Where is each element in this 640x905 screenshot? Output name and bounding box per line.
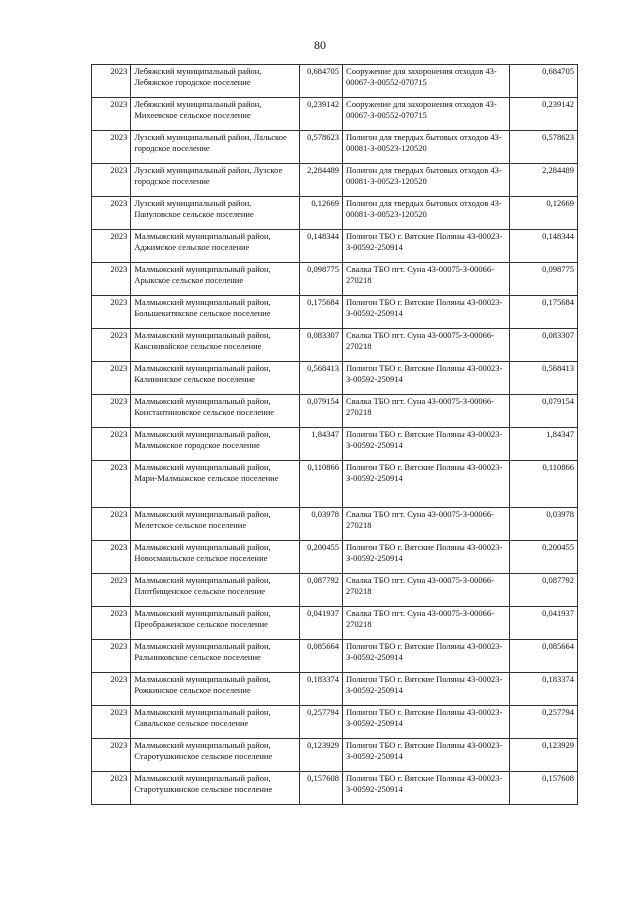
municipality-cell: Малмыжский муниципальный район, Арыкское сельское поселение	[131, 263, 299, 296]
waste-allocation-table	[91, 64, 578, 805]
total-cell: 0,568413	[510, 362, 578, 395]
table-row	[92, 98, 578, 131]
amount-cell: 0,568413	[299, 362, 342, 395]
facility-cell: Полигон ТБО г. Вятские Поляны 43-00023-З-00592-250914	[343, 230, 510, 263]
total-cell: 0,12669	[510, 197, 578, 230]
municipality-cell: Лузский муниципальный район, Лузское городское поселение	[131, 164, 299, 197]
facility-cell: Полигон ТБО г. Вятские Поляны 43-00023-З-00592-250914	[343, 461, 510, 508]
total-cell: 0,257794	[510, 706, 578, 739]
year-cell: 2023	[92, 739, 131, 772]
year-cell: 2023	[92, 640, 131, 673]
year-cell: 2023	[92, 296, 131, 329]
facility-cell: Полигон ТБО г. Вятские Поляны 43-00023-З-00592-250914	[343, 739, 510, 772]
total-cell: 0,087792	[510, 574, 578, 607]
facility-cell: Полигон ТБО г. Вятские Поляны 43-00023-З-00592-250914	[343, 640, 510, 673]
year-cell: 2023	[92, 65, 131, 98]
year-cell: 2023	[92, 362, 131, 395]
amount-cell: 0,157608	[299, 772, 342, 805]
total-cell: 1,84347	[510, 428, 578, 461]
total-cell: 0,175684	[510, 296, 578, 329]
municipality-cell: Лебяжский муниципальный район, Лебяжское городское поселение	[131, 65, 299, 98]
amount-cell: 0,087792	[299, 574, 342, 607]
table-row	[92, 164, 578, 197]
amount-cell: 0,041937	[299, 607, 342, 640]
facility-cell: Полигон ТБО г. Вятские Поляны 43-00023-З-00592-250914	[343, 541, 510, 574]
amount-cell: 0,200455	[299, 541, 342, 574]
table-row	[92, 772, 578, 805]
amount-cell: 0,098775	[299, 263, 342, 296]
municipality-cell: Малмыжский муниципальный район, Каксинвайское сельское поселение	[131, 329, 299, 362]
facility-cell: Полигон ТБО г. Вятские Поляны 43-00023-З-00592-250914	[343, 706, 510, 739]
amount-cell: 0,083307	[299, 329, 342, 362]
year-cell: 2023	[92, 131, 131, 164]
amount-cell: 0,148344	[299, 230, 342, 263]
municipality-cell: Лебяжский муниципальный район, Михеевское сельское поселение	[131, 98, 299, 131]
municipality-cell: Малмыжский муниципальный район, Плотбищенское сельское поселение	[131, 574, 299, 607]
amount-cell: 0,110866	[299, 461, 342, 508]
facility-cell: Полигон ТБО г. Вятские Поляны 43-00023-З-00592-250914	[343, 428, 510, 461]
municipality-cell: Малмыжский муниципальный район, Малмыжское городское поселение	[131, 428, 299, 461]
municipality-cell: Малмыжский муниципальный район, Старотушкинское сельское поселение	[131, 739, 299, 772]
year-cell: 2023	[92, 428, 131, 461]
table-row	[92, 65, 578, 98]
year-cell: 2023	[92, 607, 131, 640]
facility-cell: Полигон для твердых бытовых отходов 43-00081-З-00523-120520	[343, 164, 510, 197]
table-row	[92, 329, 578, 362]
facility-cell: Свалка ТБО пгт. Суна 43-00075-З-00066-270218	[343, 607, 510, 640]
facility-cell: Полигон для твердых бытовых отходов 43-00081-З-00523-120520	[343, 197, 510, 230]
total-cell: 0,123929	[510, 739, 578, 772]
table-row	[92, 230, 578, 263]
table-row	[92, 541, 578, 574]
total-cell: 0,684705	[510, 65, 578, 98]
facility-cell: Полигон ТБО г. Вятские Поляны 43-00023-З-00592-250914	[343, 296, 510, 329]
municipality-cell: Малмыжский муниципальный район, Калининское сельское поселение	[131, 362, 299, 395]
table-row	[92, 395, 578, 428]
facility-cell: Свалка ТБО пгт. Суна 43-00075-З-00066-270218	[343, 574, 510, 607]
total-cell: 0,148344	[510, 230, 578, 263]
total-cell: 0,041937	[510, 607, 578, 640]
amount-cell: 0,257794	[299, 706, 342, 739]
facility-cell: Свалка ТБО пгт. Суна 43-00075-З-00066-270218	[343, 263, 510, 296]
amount-cell: 0,578623	[299, 131, 342, 164]
municipality-cell: Малмыжский муниципальный район, Савальское сельское поселение	[131, 706, 299, 739]
amount-cell: 0,085664	[299, 640, 342, 673]
municipality-cell: Лузский муниципальный район, Лальское городское поселение	[131, 131, 299, 164]
table-row	[92, 508, 578, 541]
total-cell: 0,085664	[510, 640, 578, 673]
municipality-cell: Малмыжский муниципальный район, Мелетское сельское поселение	[131, 508, 299, 541]
table-row	[92, 428, 578, 461]
table-row	[92, 640, 578, 673]
facility-cell: Полигон ТБО г. Вятские Поляны 43-00023-З-00592-250914	[343, 673, 510, 706]
table-row	[92, 574, 578, 607]
table-row	[92, 131, 578, 164]
municipality-cell: Лузский муниципальный район, Папуловское сельское поселение	[131, 197, 299, 230]
year-cell: 2023	[92, 197, 131, 230]
total-cell: 0,083307	[510, 329, 578, 362]
municipality-cell: Малмыжский муниципальный район, Мари-Малмыжское сельское поселение	[131, 461, 299, 508]
year-cell: 2023	[92, 673, 131, 706]
facility-cell: Свалка ТБО пгт. Суна 43-00075-З-00066-270218	[343, 508, 510, 541]
facility-cell: Свалка ТБО пгт. Суна 43-00075-З-00066-270218	[343, 395, 510, 428]
amount-cell: 0,239142	[299, 98, 342, 131]
municipality-cell: Малмыжский муниципальный район, Старотушкинское сельское поселение	[131, 772, 299, 805]
municipality-cell: Малмыжский муниципальный район, Ральниковское сельское поселение	[131, 640, 299, 673]
facility-cell: Сооружение для захоронения отходов 43-00067-З-00552-070715	[343, 98, 510, 131]
table-row	[92, 706, 578, 739]
year-cell: 2023	[92, 461, 131, 508]
year-cell: 2023	[92, 395, 131, 428]
municipality-cell: Малмыжский муниципальный район, Преображенское сельское поселение	[131, 607, 299, 640]
amount-cell: 2,284489	[299, 164, 342, 197]
amount-cell: 0,123929	[299, 739, 342, 772]
facility-cell: Полигон ТБО г. Вятские Поляны 43-00023-З-00592-250914	[343, 772, 510, 805]
year-cell: 2023	[92, 706, 131, 739]
amount-cell: 0,12669	[299, 197, 342, 230]
total-cell: 2,284489	[510, 164, 578, 197]
year-cell: 2023	[92, 574, 131, 607]
total-cell: 0,183374	[510, 673, 578, 706]
page-number: 80	[314, 38, 326, 52]
amount-cell: 0,03978	[299, 508, 342, 541]
year-cell: 2023	[92, 508, 131, 541]
amount-cell: 1,84347	[299, 428, 342, 461]
year-cell: 2023	[92, 164, 131, 197]
municipality-cell: Малмыжский муниципальный район, Аджимское сельское поселение	[131, 230, 299, 263]
municipality-cell: Малмыжский муниципальный район, Новосмаильское сельское поселение	[131, 541, 299, 574]
total-cell: 0,157608	[510, 772, 578, 805]
amount-cell: 0,079154	[299, 395, 342, 428]
total-cell: 0,03978	[510, 508, 578, 541]
municipality-cell: Малмыжский муниципальный район, Большекитякское сельское поселение	[131, 296, 299, 329]
total-cell: 0,110866	[510, 461, 578, 508]
amount-cell: 0,684705	[299, 65, 342, 98]
table-row	[92, 362, 578, 395]
amount-cell: 0,175684	[299, 296, 342, 329]
amount-cell: 0,183374	[299, 673, 342, 706]
year-cell: 2023	[92, 263, 131, 296]
municipality-cell: Малмыжский муниципальный район, Рожкинское сельское поселение	[131, 673, 299, 706]
table-row	[92, 461, 578, 508]
facility-cell: Полигон для твердых бытовых отходов 43-00081-З-00523-120520	[343, 131, 510, 164]
facility-cell: Свалка ТБО пгт. Суна 43-00075-З-00066-270218	[343, 329, 510, 362]
total-cell: 0,200455	[510, 541, 578, 574]
table-row	[92, 263, 578, 296]
facility-cell: Сооружение для захоронения отходов 43-00067-З-00552-070715	[343, 65, 510, 98]
year-cell: 2023	[92, 541, 131, 574]
total-cell: 0,578623	[510, 131, 578, 164]
year-cell: 2023	[92, 772, 131, 805]
year-cell: 2023	[92, 230, 131, 263]
table-row	[92, 673, 578, 706]
municipality-cell: Малмыжский муниципальный район, Константиновское сельское поселение	[131, 395, 299, 428]
total-cell: 0,098775	[510, 263, 578, 296]
facility-cell: Полигон ТБО г. Вятские Поляны 43-00023-З-00592-250914	[343, 362, 510, 395]
table-row	[92, 607, 578, 640]
year-cell: 2023	[92, 329, 131, 362]
total-cell: 0,239142	[510, 98, 578, 131]
table-row	[92, 739, 578, 772]
table-row	[92, 296, 578, 329]
total-cell: 0,079154	[510, 395, 578, 428]
table-row	[92, 197, 578, 230]
year-cell: 2023	[92, 98, 131, 131]
